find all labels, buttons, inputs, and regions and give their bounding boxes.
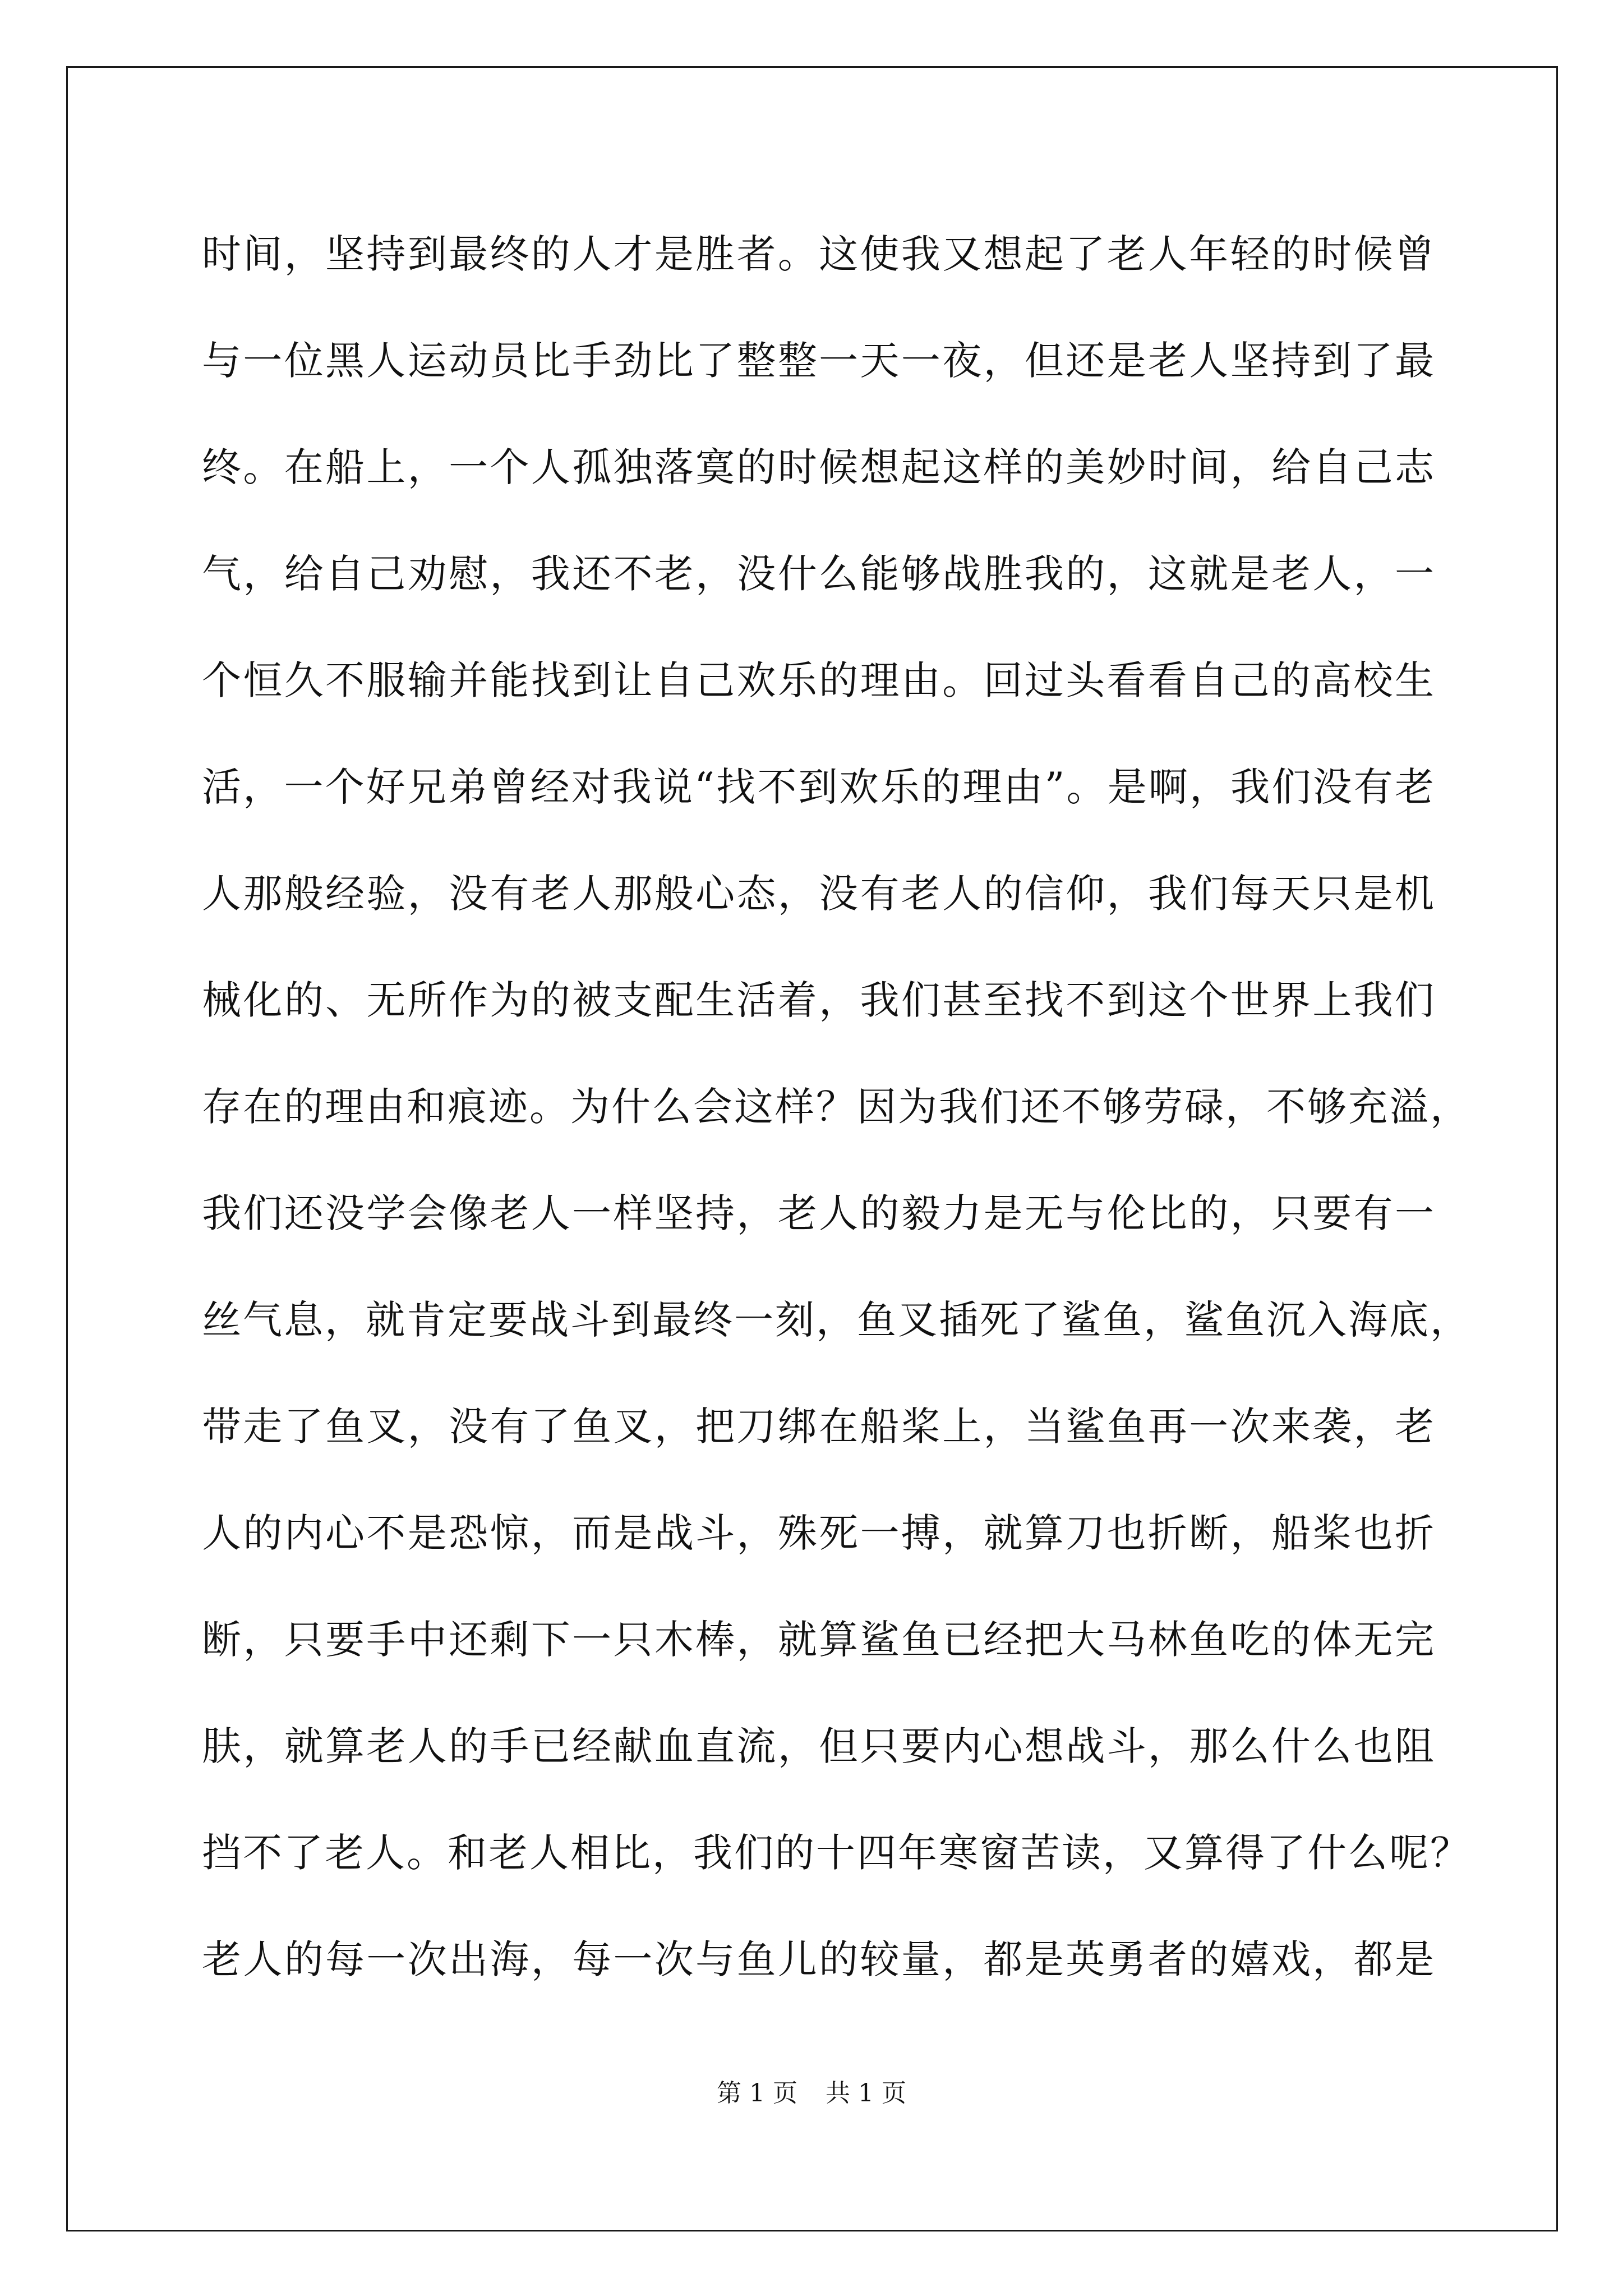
text-line: 断，只要手中还剩下一只木棒，就算鲨鱼已经把大马林鱼吃的体无完 bbox=[202, 1617, 1436, 1663]
text-line: 带走了鱼叉，没有了鱼叉，把刀绑在船桨上，当鲨鱼再一次来袭，老 bbox=[202, 1404, 1436, 1450]
text-line: 肤，就算老人的手已经献血直流，但只要内心想战斗，那么什么也阻 bbox=[202, 1723, 1436, 1769]
text-line: 我们还没学会像老人一样坚持，老人的毅力是无与伦比的，只要有一 bbox=[202, 1190, 1436, 1236]
text-line: 存在的理由和痕迹。为什么会这样？因为我们还不够劳碌，不够充溢， bbox=[202, 1084, 1471, 1130]
text-line: 人的内心不是恐惊，而是战斗，殊死一搏，就算刀也折断，船桨也折 bbox=[202, 1510, 1436, 1556]
text-line: 时间，坚持到最终的人才是胜者。这使我又想起了老人年轻的时候曾 bbox=[202, 231, 1436, 277]
page-number-current: 第 1 页 bbox=[717, 2079, 797, 2108]
text-line: 与一位黑人运动员比手劲比了整整一天一夜，但还是老人坚持到了最 bbox=[202, 338, 1436, 384]
text-line: 个恒久不服输并能找到让自己欢乐的理由。回过头看看自己的高校生 bbox=[202, 657, 1436, 703]
text-line: 活，一个好兄弟曾经对我说“找不到欢乐的理由”。是啊，我们没有老 bbox=[202, 764, 1436, 810]
text-line: 挡不了老人。和老人相比，我们的十四年寒窗苦读，又算得了什么呢？ bbox=[202, 1830, 1471, 1876]
body-text bbox=[202, 201, 1471, 2013]
page-number-total: 共 1 页 bbox=[826, 2079, 906, 2108]
text-line: 丝气息，就肯定要战斗到最终一刻，鱼叉插死了鲨鱼，鲨鱼沉入海底， bbox=[202, 1297, 1471, 1343]
text-line: 械化的、无所作为的被支配生活着，我们甚至找不到这个世界上我们 bbox=[202, 977, 1436, 1023]
text-line: 人那般经验，没有老人那般心态，没有老人的信仰，我们每天只是机 bbox=[202, 871, 1436, 917]
text-line: 气，给自己劝慰，我还不老，没什么能够战胜我的，这就是老人，一 bbox=[202, 551, 1436, 597]
page-footer bbox=[0, 2077, 1623, 2110]
text-line: 终。在船上，一个人孤独落寞的时候想起这样的美妙时间，给自己志 bbox=[202, 444, 1436, 490]
text-line: 老人的每一次出海，每一次与鱼儿的较量，都是英勇者的嬉戏，都是 bbox=[202, 1936, 1436, 1982]
